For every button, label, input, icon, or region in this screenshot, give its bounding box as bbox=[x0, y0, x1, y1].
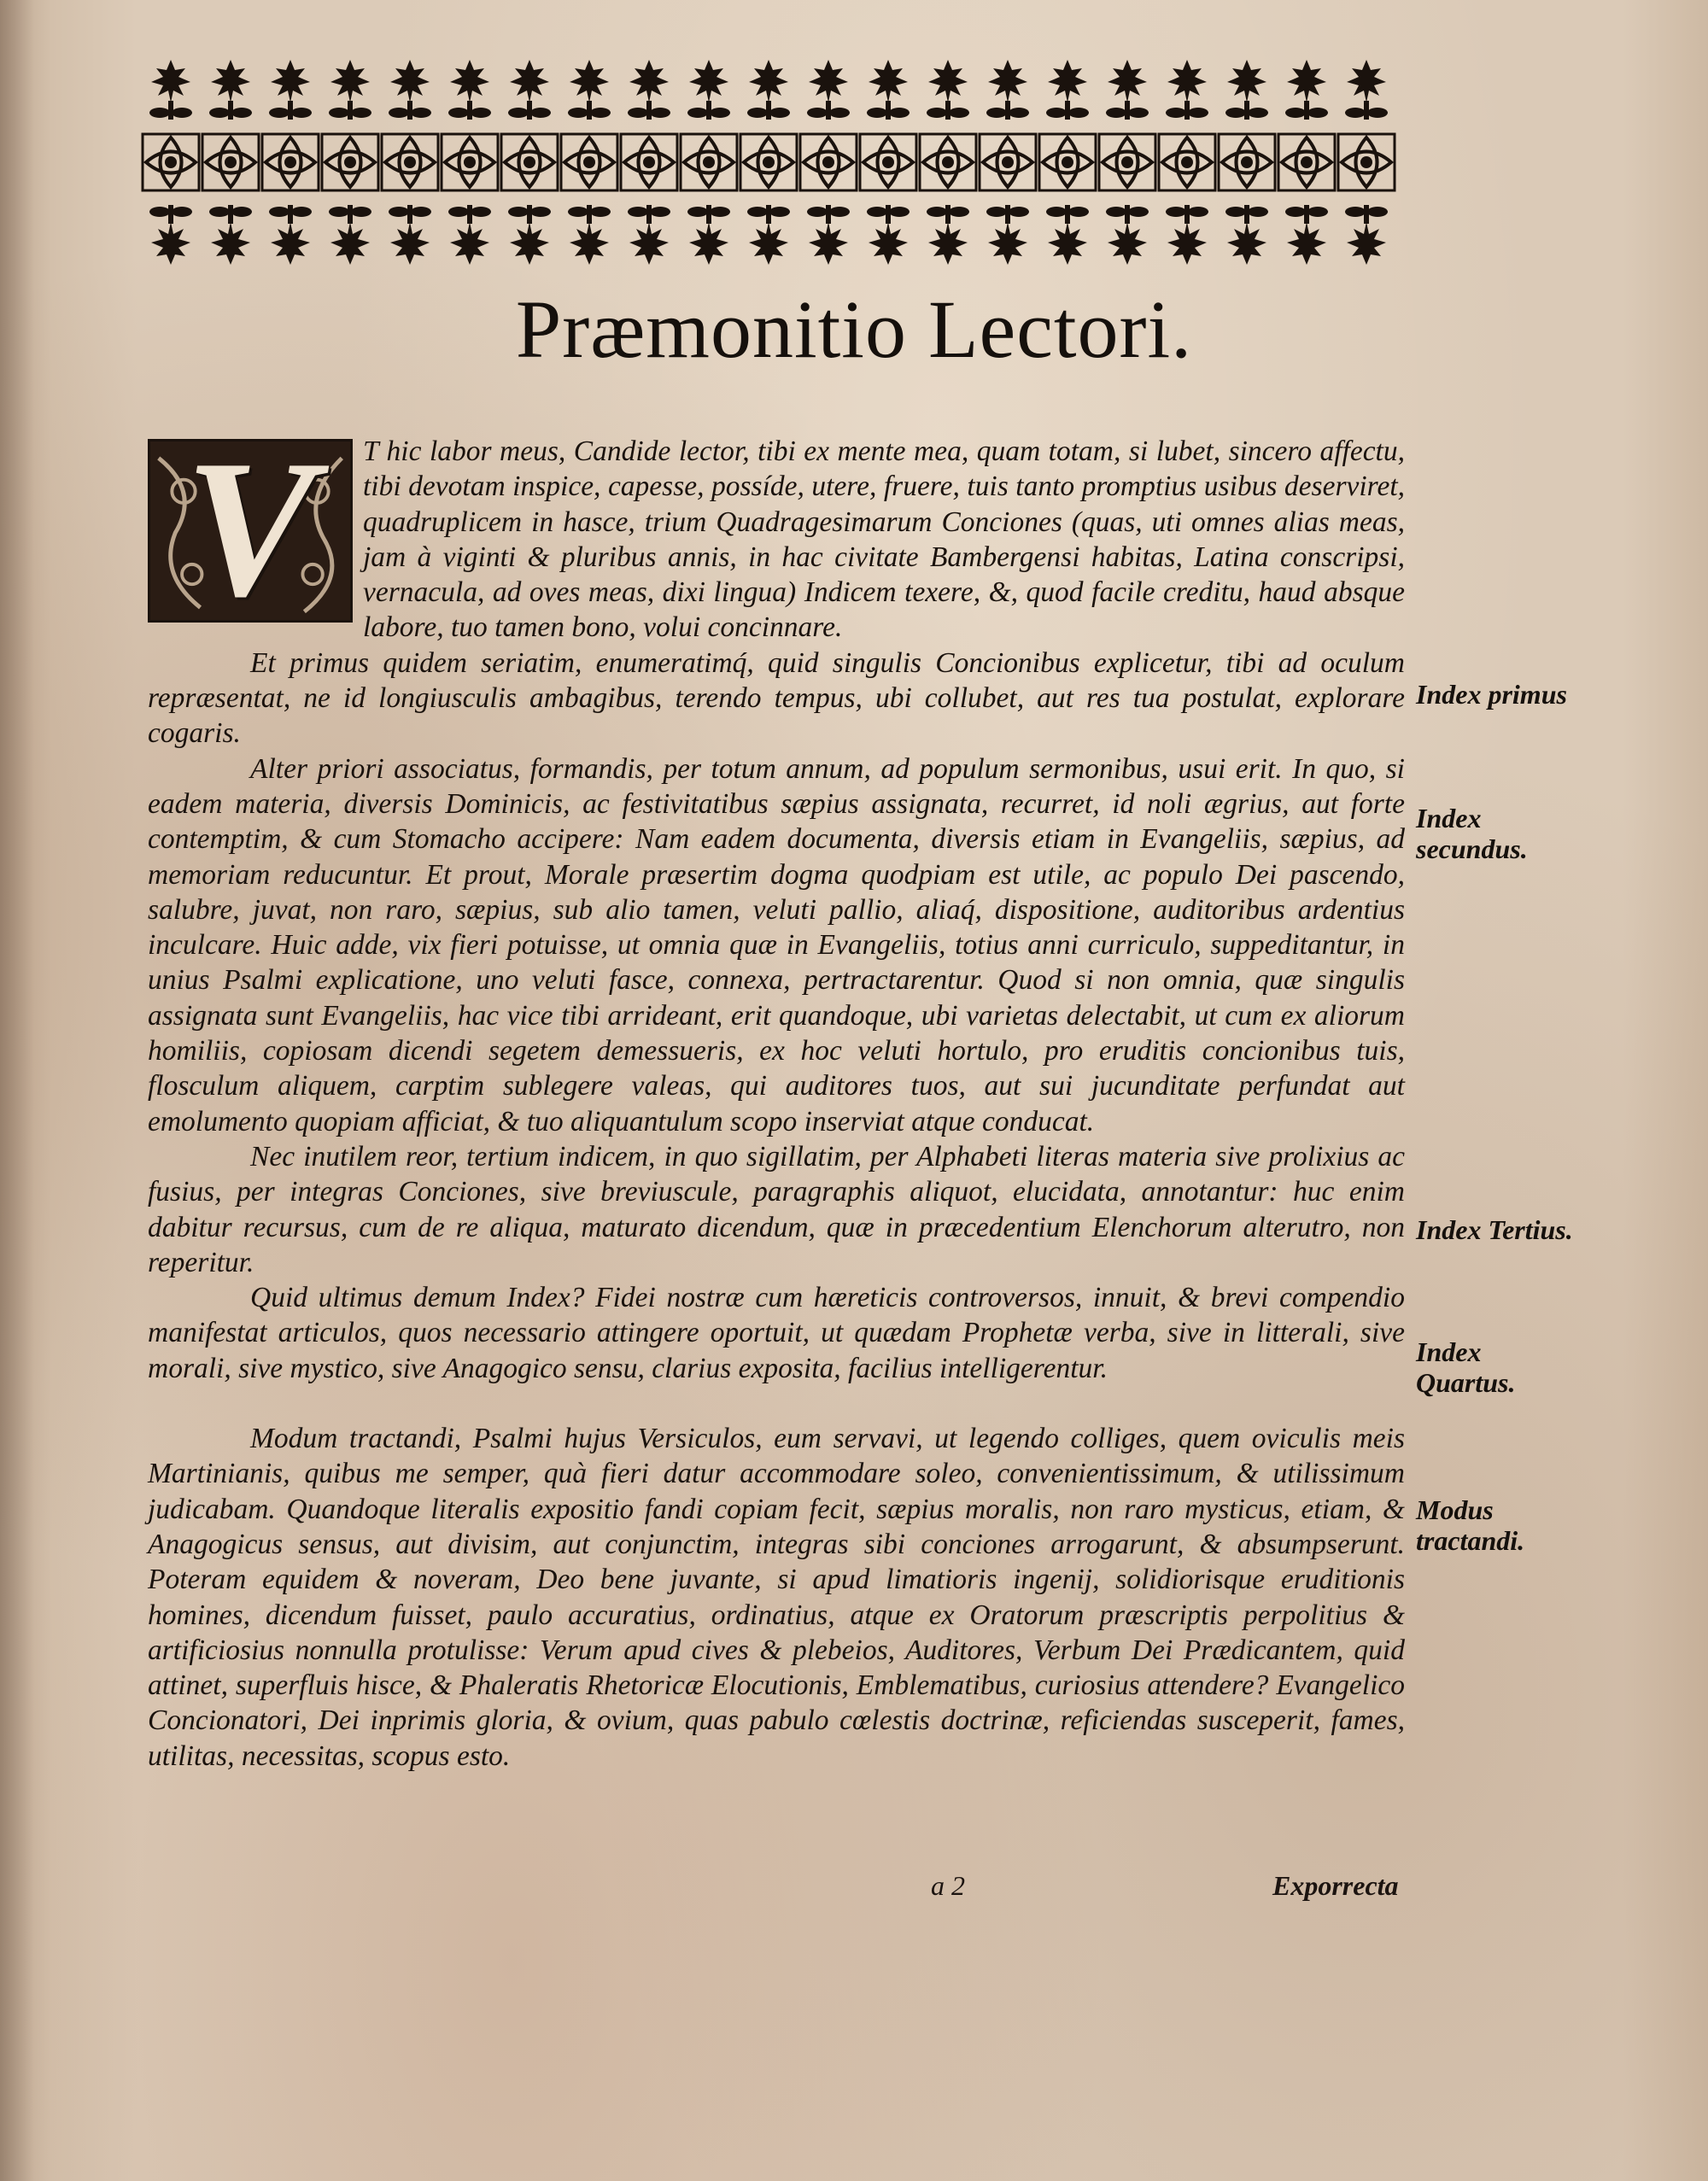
ornamental-headpiece bbox=[141, 60, 1396, 265]
paragraph-3: Alter priori associatus, formandis, per totum annum, ad populum sermonibus, usui erit. In quo, si eadem materia, diversis Dominicis, ac festivitatibus sæpius assignata, recurret, id noli ægrius, aut forte contemptim, & cum Stomacho accipere: Nam eadem documenta, diversis etiam in Evangeliis, sæpius, ad memoriam reducuntur. Et prout, Morale præsertim dogma quodpiam est utile, ac populo Dei pascendo, salubre, juvat, non raro, sæpius, sub alio tamen, veluti pallio, aliaq́, dispositione, auditoribus ardentius inculcare. Huic adde, vix fieri potuisse, ut omnia quæ in Evangeliis, totius anni curriculo, suppeditantur, in unius Psalmi explicatione, uno veluti fasce, connexa, pertractarentur. Quod si non omnia, quæ singulis assignata sunt Evangeliis, hac vice tibi arrideant, erit quandoque, ubi varietas delectabit, ut cum ex aliorum homiliis, copiosam dicendi segetem demessueris, ex hoc veluti hortulo, pro eruditis concionibus tuis, flosculum aliquem, carptim sublegere valeas, qui auditores tuos, aut sui jucunditate perfundat aut emolumento quopiam afficiat, & tuo aliquantulum scopo inserviat atque conducat. bbox=[148, 752, 1405, 1137]
page-title: Præmonitio Lectori. bbox=[515, 284, 1193, 375]
paragraph-1-text: T hic labor meus, Candide lector, tibi ex mente mea, quam totam, si lubet, sincero affectu, tibi devotam inspice, capesse, possíde, utere, fruere, tuis tanto promptius usibus deserviret, quadruplicem in hasce, trium Quadragesimarum Conciones (quas, uti omnes alias meas, jam à viginti & pluribus annis, in hac civitate Bambergensi habitas, Latina conscripsi, vernacula, ad oves meas, dixi lingua) Indicem texere, &, quod facile creditu, haud absque labore, tuo tamen bono, volui concinnare. bbox=[363, 436, 1405, 644]
catchword: Exporrecta bbox=[1272, 1870, 1399, 1901]
marginal-note-index-tertius: Index Tertius. bbox=[1416, 1214, 1573, 1245]
paragraph-1 bbox=[148, 419, 1405, 646]
marginal-note-index-quartus: Index Quartus. bbox=[1416, 1336, 1516, 1398]
marginal-note-index-primus: Index primus bbox=[1416, 679, 1567, 710]
marginal-note-index-secundus: Index secundus. bbox=[1416, 803, 1528, 864]
initial-letter: V bbox=[184, 419, 316, 637]
paragraph-4: Nec inutilem reor, tertium indicem, in quo sigillatim, per Alphabeti literas materia sive prolixius ac fusius, per integras Conciones, sive breviuscule, paragraphis aliquot, elucidata, annotantur: huc enim dabitur recursus, cum de re aliqua, maturato dicendum, quæ in præcedentium Elenchorum alterutro, non reperitur. bbox=[148, 1140, 1405, 1278]
paragraph-5: Quid ultimus demum Index? Fidei nostræ cum hæreticis controversos, innuit, & brevi compendio manifestat articulos, quos necessario attingere oportuit, ut quædam Prophetæ verba, sive in litterali, sive morali, sive mystico, sive Anagogico sensu, clarius exposita, facilius intelligerentur. bbox=[148, 1282, 1405, 1384]
paragraph-6: Modum tractandi, Psalmi hujus Versiculos, eum servavi, ut legendo colliges, quem oviculis meis Martinianis, quibus me semper, quà fieri datur accommodare soleo, convenientissimum, & utilissimum judicabam. Quandoque literalis expositio fandi copiam fecit, sæpius moralis, non raro mysticus, etiam, & Anagogicus sensus, aut divisim, aut conjunctim, integras sibi conciones arrogarunt, & absumpserunt. Poteram equidem & noveram, Deo bene juvante, si apud limatioris ingenij, solidiorisque eruditionis homines, dicendum fuisset, paulo accuratius, ordinatius, atque ex Oratorum præscriptis perpolitius & artificiosius nonnulla protulisse: Verum apud cives & plebeios, Auditores, Verbum Dei Prædicantem, quid attinet, superfluis hisce, & Phaleratis Rhetoricæ Elocutionis, Emblematibus, curiosius attendere? Evangelico Concionatori, Dei inprimis gloria, & ovium, quas pabulo cœlestis doctrinæ, reficiendas susceperit, fames, utilitas, necessitas, scopus esto. bbox=[148, 1423, 1405, 1772]
body-text bbox=[148, 419, 1405, 1774]
headpiece-ornament-graphic bbox=[141, 60, 1396, 265]
decorated-initial bbox=[148, 419, 353, 637]
marginal-note-modus-tractandi: Modus tractandi. bbox=[1416, 1494, 1525, 1556]
paragraph-2: Et primus quidem seriatim, enumeratimq́, quid singulis Concionibus explicetur, tibi ad oculum repræsentat, ne id longiusculis ambagibus, terendo tempus, ubi collubet, aut res tua postulat, explorare cogaris. bbox=[148, 646, 1405, 750]
signature-mark: a 2 bbox=[931, 1870, 965, 1901]
